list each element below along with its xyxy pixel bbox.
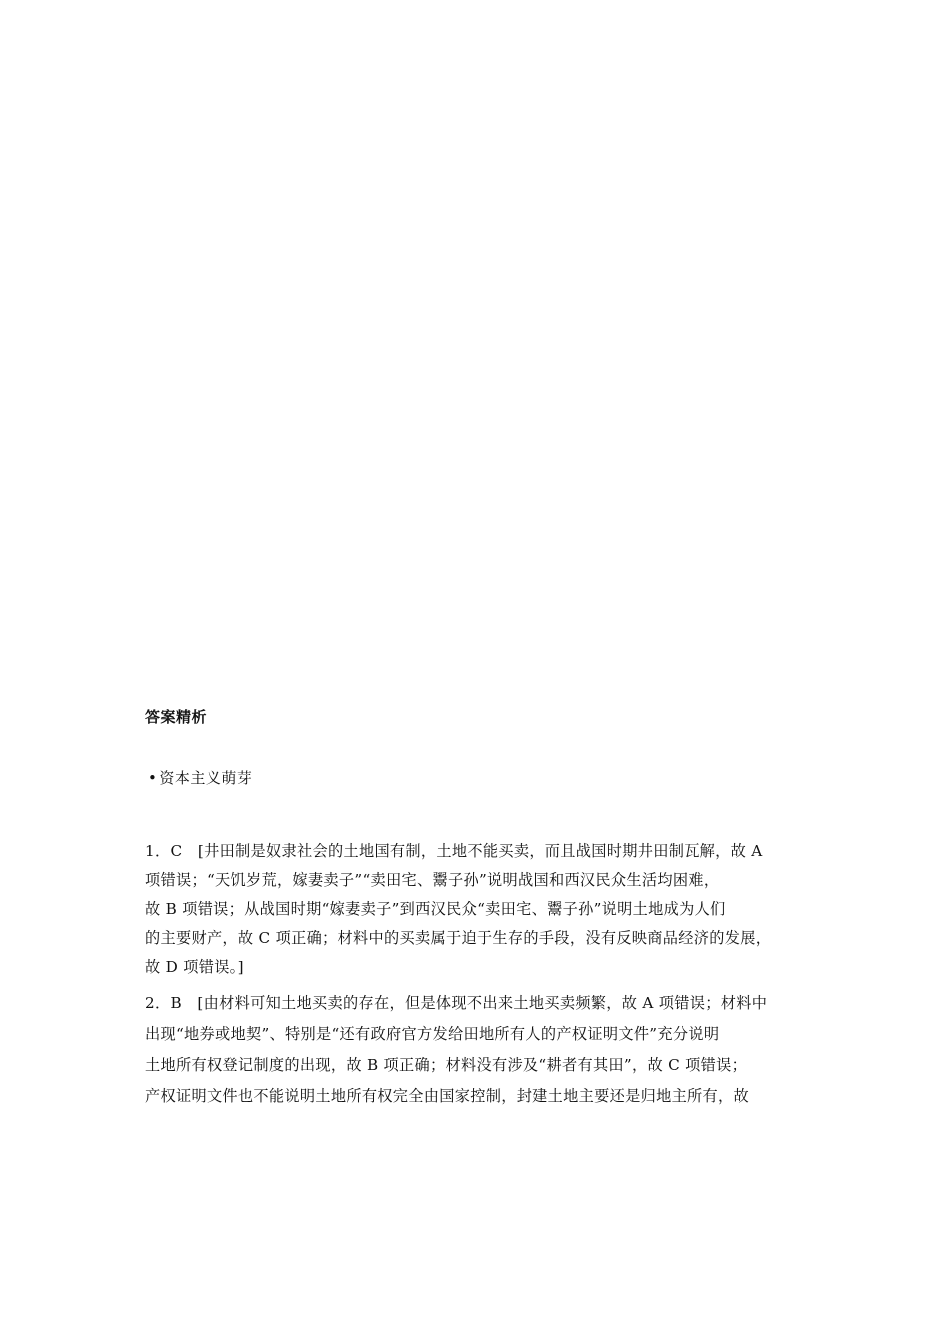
- answer-line: 故 B 项错误；从战国时期“嫁妻卖子”到西汉民众“卖田宅、鬻子孙”说明土地成为人们: [145, 900, 726, 918]
- answers-list: [145, 837, 817, 1112]
- answer-item-1: [145, 837, 817, 982]
- bullet-icon: •: [148, 769, 158, 787]
- answer-line: 故 D 项错误。]: [145, 958, 244, 976]
- answer-analysis-heading: 答案精析: [145, 708, 208, 726]
- answer-line: 的主要财产，故 C 项正确；材料中的买卖属于迫于生存的手段，没有反映商品经济的发展，: [145, 929, 772, 947]
- answer-item-2: [145, 988, 817, 1112]
- answer-line: 产权证明文件也不能说明土地所有权完全由国家控制，封建土地主要还是归地主所有，故: [145, 1087, 750, 1105]
- answer-line: 项错误；“天饥岁荒，嫁妻卖子”“卖田宅、鬻子孙”说明战国和西汉民众生活均困难，: [145, 871, 720, 889]
- section-title: [148, 767, 252, 788]
- answer-line: 出现“地券或地契”、特别是“还有政府官方发给田地所有人的产权证明文件”充分说明: [145, 1025, 720, 1043]
- answer-line: 土地所有权登记制度的出现，故 B 项正确；材料没有涉及“耕者有其田”，故 C 项错误；: [145, 1056, 748, 1074]
- answer-line: 1．C [井田制是奴隶社会的土地国有制，土地不能买卖，而且战国时期井田制瓦解，故 A: [145, 842, 763, 860]
- section-title-text: 资本主义萌芽: [159, 769, 253, 787]
- answer-line: 2．B [由材料可知土地买卖的存在，但是体现不出来土地买卖频繁，故 A 项错误；材料中: [145, 994, 768, 1012]
